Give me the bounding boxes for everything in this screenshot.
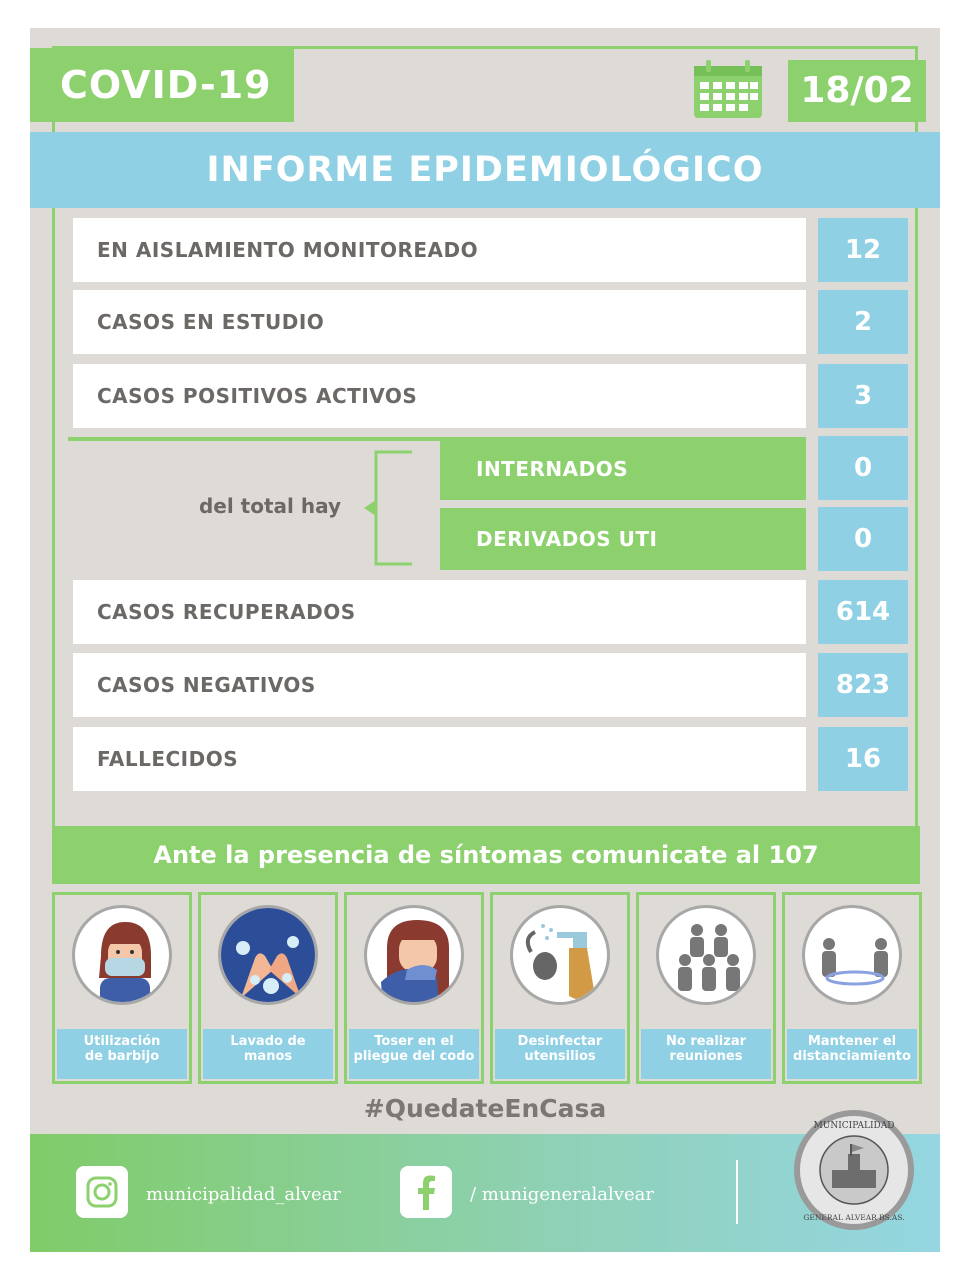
row-label-negativos: CASOS NEGATIVOS xyxy=(73,653,806,717)
row-value-estudio: 2 xyxy=(818,290,908,354)
row-value-negativos: 823 xyxy=(818,653,908,717)
tip-card-meetings xyxy=(636,892,776,1084)
facebook-icon[interactable] xyxy=(400,1166,452,1218)
svg-text:GENERAL ALVEAR BS.AS.: GENERAL ALVEAR BS.AS. xyxy=(803,1213,905,1222)
tip-caption: Lavado de manos xyxy=(203,1029,333,1079)
footer xyxy=(30,1121,940,1252)
svg-text:MUNICIPALIDAD: MUNICIPALIDAD xyxy=(813,1121,895,1131)
tip-card-mask xyxy=(52,892,192,1084)
tip-caption: Toser en el pliegue del codo xyxy=(349,1029,479,1079)
tip-card-distance xyxy=(782,892,922,1084)
tip-card-handwash xyxy=(198,892,338,1084)
instagram-handle[interactable]: municipalidad_alvear xyxy=(146,1184,342,1205)
row-label-recuperados: CASOS RECUPERADOS xyxy=(73,580,806,644)
row-value-positivos: 3 xyxy=(818,364,908,428)
bracket-icon xyxy=(354,450,414,566)
mask-icon xyxy=(72,905,172,1005)
tip-caption: No realizar reuniones xyxy=(641,1029,771,1079)
row-value-recuperados: 614 xyxy=(818,580,908,644)
handwash-icon xyxy=(218,905,318,1005)
footer-divider xyxy=(736,1160,738,1224)
subtotal-lead: del total hay xyxy=(198,494,342,518)
tip-caption: Utilización de barbijo xyxy=(57,1029,187,1079)
row-value-aislamiento: 12 xyxy=(818,218,908,282)
symptoms-banner: Ante la presencia de síntomas comunicate al 107 xyxy=(52,826,920,884)
report-date: 18/02 xyxy=(788,60,926,122)
covid-tag: COVID-19 xyxy=(30,48,294,122)
sub-value-internados: 0 xyxy=(818,436,908,500)
sub-label-internados: INTERNADOS xyxy=(440,438,806,500)
sub-label-uti: DERIVADOS UTI xyxy=(440,508,806,570)
hashtag: #QuedateEnCasa xyxy=(363,1094,607,1123)
cough-icon xyxy=(364,905,464,1005)
row-label-estudio: CASOS EN ESTUDIO xyxy=(73,290,806,354)
poster xyxy=(30,28,940,1252)
instagram-icon[interactable] xyxy=(76,1166,128,1218)
report-title: INFORME EPIDEMIOLÓGICO xyxy=(30,132,940,208)
tip-card-disinfect xyxy=(490,892,630,1084)
distance-icon xyxy=(802,905,902,1005)
tip-card-cough xyxy=(344,892,484,1084)
row-value-fallecidos: 16 xyxy=(818,727,908,791)
row-label-positivos: CASOS POSITIVOS ACTIVOS xyxy=(73,364,806,428)
facebook-handle[interactable]: / munigeneralalvear xyxy=(470,1184,654,1205)
sub-value-uti: 0 xyxy=(818,507,908,571)
tip-caption: Mantener el distanciamiento xyxy=(787,1029,917,1079)
tip-caption: Desinfectar utensilios xyxy=(495,1029,625,1079)
municipal-seal xyxy=(792,1108,916,1232)
group-icon xyxy=(656,905,756,1005)
calendar-icon xyxy=(692,58,764,120)
disinfect-icon xyxy=(510,905,610,1005)
row-label-aislamiento: EN AISLAMIENTO MONITOREADO xyxy=(73,218,806,282)
row-label-fallecidos: FALLECIDOS xyxy=(73,727,806,791)
